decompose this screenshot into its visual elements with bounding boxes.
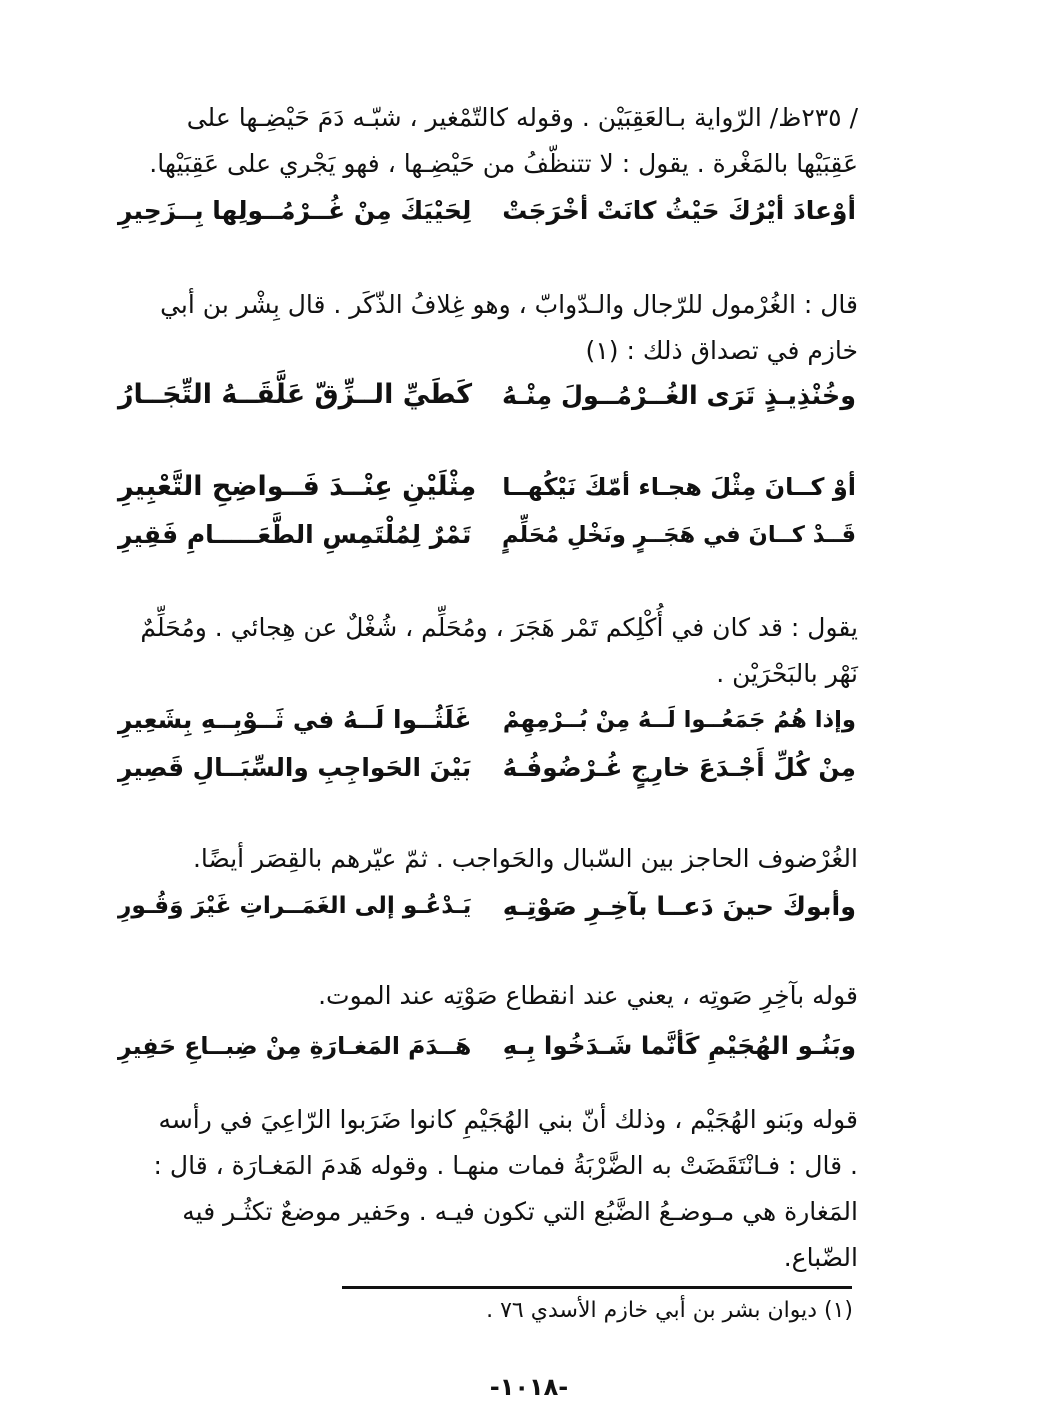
verse-second-hemistich: كَطَيِّ الــزِّقّ عَلَّقَــهُ التِّجَــارُ (118, 379, 473, 410)
prose-line: يقول : قد كان في أُكْلِكم تَمْر هَجَرَ ، ومُحَلِّم ، شُغْلٌ عن هِجائي . ومُحَلِّمٌ (140, 613, 858, 642)
prose-line: نَهْر بالبَحْرَيْن . (716, 659, 858, 688)
prose-line: عَقِبَيْها بالمَغْرة . يقول : لا تتنظّفُ من حَيْضِـها ، فهو يَجْري على عَقِبَيْها. (149, 149, 858, 178)
prose-paragraph (110, 836, 858, 882)
footnote: (١) ديوان بشر بن أبي خازم الأسدي ٧٦ . (486, 1298, 853, 1323)
verse-line (118, 1023, 856, 1069)
verse-line (118, 883, 856, 929)
verse-line (118, 745, 856, 791)
prose-line: / ٢٣٥ظ/ الرّواية بـالعَقِبَيْن . وقوله كالتّمْغير ، شبّـه دَمَ حَيْضِـها على (186, 103, 858, 132)
prose-line: . قال : فـانْتَقَضَتْ به الضَّرْبَةُ فمات منهـا . وقوله هَدمَ المَغـارَة ، قال : (153, 1151, 858, 1180)
verse-second-hemistich: غَلَثُــوا لَــهُ في ثَــوْبِــهِ بِشَعِيرِ (118, 705, 472, 734)
prose-line: الضّباع. (783, 1243, 858, 1272)
verse-first-hemistich: أوْ كــانَ مِثْلَ هجـاء أمّكَ نَيْكُهــا (502, 473, 856, 501)
verse-line (118, 464, 856, 510)
prose-paragraph (110, 973, 858, 1019)
verse-first-hemistich: قَــدْ كــانَ في هَجَــرٍ ونَخْلِ مُحَلِّمٍ (501, 522, 856, 548)
verse-first-hemistich: وأبوكَ حينَ دَعــا بآخِـرِ صَوْتِـهِ (502, 891, 856, 921)
verse-second-hemistich: مِثْلَيْنِ عِنْــدَ فَــواضِحِ التَّعْبِيرِ (118, 471, 477, 502)
verse-first-hemistich: مِنْ كُلِّ أَجْـدَعَ خارِجٍ غُـرْضُوفُـهُ (502, 753, 856, 782)
prose-paragraph (110, 605, 858, 697)
verse-second-hemistich: تَمْرٌ لِمُلْتَمِسِ الطَّعَـــــامِ فَقِيرِ (118, 520, 472, 549)
verse-line (118, 188, 856, 234)
prose-paragraph (110, 1097, 858, 1281)
prose-line: خازم في تصداق ذلك : (١) (585, 336, 858, 365)
prose-line: قوله وبَنو الهُجَيْم ، وذلك أنّ بني الهُجَيْمِ كانوا ضَرَبوا الرّاعِيَ في رأسه (158, 1105, 858, 1134)
prose-line: قال : الغُرْمول للرّجال والـدّوابّ ، وهو غِلافُ الذّكَر . قال بِشْر بن أبي (160, 290, 858, 319)
prose-line: قوله بآخِرِ صَوتِه ، يعني عند انقطاع صَوْتِه عند الموت. (318, 981, 858, 1010)
verse-second-hemistich: بَيْنَ الحَواجِبِ والسِّبَــالِ قَصِيرِ (118, 753, 472, 782)
verse-line (118, 372, 856, 418)
verse-line (118, 697, 856, 743)
verse-line (118, 512, 856, 558)
verse-second-hemistich: هَــدَمَ المَغـارَةِ مِنْ ضِبــاعِ حَفِيرِ (118, 1032, 472, 1060)
prose-line: المَغارة هي مـوضـعُ الضَّبُع التي تكون فيـه . وحَفير موضعٌ تكثُـر فيه (182, 1197, 858, 1226)
verse-first-hemistich: أوْعادَ أيْرُكَ حَيْثُ كانَتْ أخْرَجَتْ (502, 196, 856, 225)
page-number: -١٠١٨- (489, 1373, 569, 1401)
footnote-separator (342, 1286, 852, 1289)
prose-line: الغُرْضوف الحاجز بين السّبال والحَواجب . ثمّ عيّرهم بالقِصَر أيضًا. (192, 844, 858, 873)
prose-paragraph (110, 95, 858, 187)
verse-first-hemistich: وبَنُـو الهُجَيْمِ كَأنَّما شَـدَخُوا بِـهِ (502, 1031, 856, 1060)
verse-second-hemistich: لِحَيْيَكَ مِنْ غُــرْمُــولِها بِــزَحِيرِ (118, 196, 472, 225)
verse-first-hemistich: وخُنْذِيـذٍ تَرَى الغُــرْمُــولَ مِنْـهُ (501, 380, 856, 410)
verse-second-hemistich: يَـدْعُـو إلى الغَمَــراتِ غَيْرَ وَقُـورِ (118, 892, 472, 919)
prose-paragraph (110, 282, 858, 374)
verse-first-hemistich: وإذا هُمُ جَمَعُــوا لَــهُ مِنْ بُــرْمِهِمْ (502, 707, 856, 733)
